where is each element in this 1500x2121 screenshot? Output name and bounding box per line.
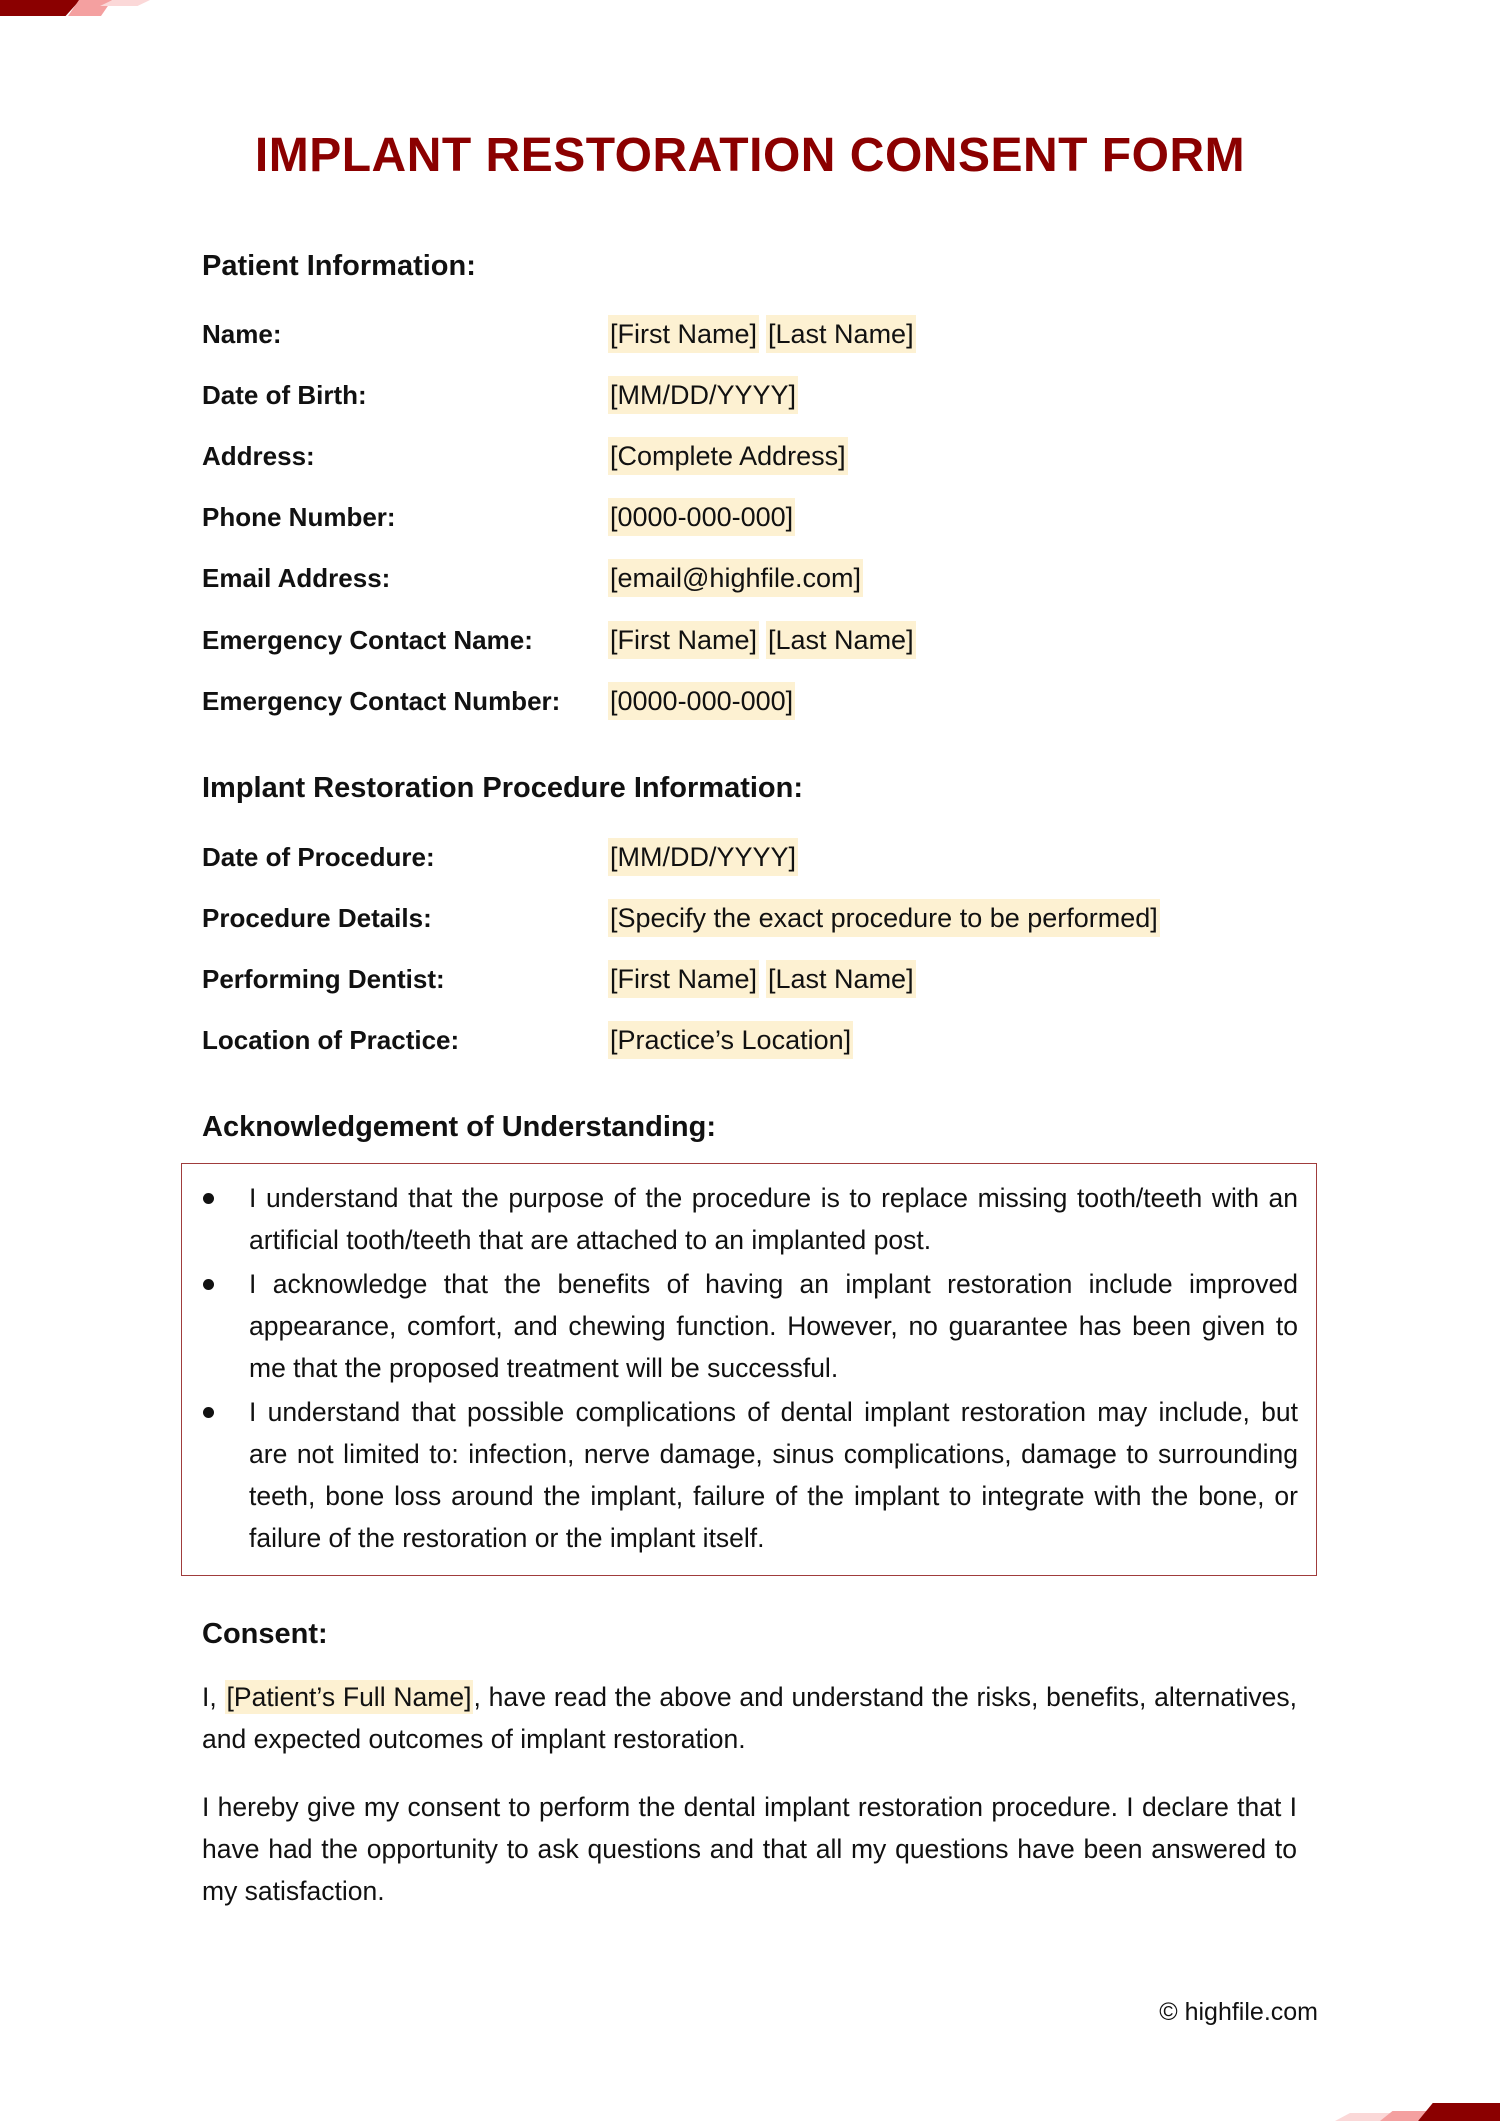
email-address-row — [202, 558, 863, 598]
field-label: Emergency Contact Name: — [202, 624, 533, 655]
dentist-last-name-field[interactable]: [Last Name] — [766, 960, 916, 998]
acknowledgement-list — [203, 1177, 1298, 1561]
patient-full-name-field[interactable]: [Patient’s Full Name] — [226, 1682, 472, 1712]
field-label: Name: — [202, 318, 282, 349]
performing-dentist-row — [202, 959, 916, 999]
emergency-contact-number-field[interactable]: [0000-000-000] — [608, 682, 795, 720]
acknowledgement-box — [181, 1163, 1317, 1576]
emergency-last-name-field[interactable]: [Last Name] — [766, 621, 916, 659]
bullet-icon — [203, 1407, 214, 1418]
field-label: Date of Procedure: — [202, 841, 435, 872]
field-label: Location of Practice: — [202, 1024, 460, 1055]
first-name-field[interactable]: [First Name] — [608, 315, 759, 353]
consent-suffix: , have read the above and understand the risks, benefits, alternatives, and expected outcomes of implant restoration. — [202, 1682, 1298, 1754]
date-of-birth-row — [202, 375, 798, 415]
date-of-birth-field[interactable]: [MM/DD/YYYY] — [608, 376, 798, 414]
acknowledgement-heading: Acknowledgement of Understanding: — [202, 1111, 716, 1143]
list-item — [203, 1263, 1298, 1389]
list-item — [203, 1391, 1298, 1559]
consent-heading: Consent: — [202, 1618, 328, 1650]
date-of-procedure-field[interactable]: [MM/DD/YYYY] — [608, 838, 798, 876]
emergency-first-name-field[interactable]: [First Name] — [608, 621, 759, 659]
address-field[interactable]: [Complete Address] — [608, 437, 848, 475]
field-label: Emergency Contact Number: — [202, 685, 561, 716]
procedure-details-row — [202, 898, 1160, 938]
consent-prefix: I, — [202, 1682, 225, 1712]
emergency-contact-number-row — [202, 681, 795, 721]
field-label: Date of Birth: — [202, 379, 367, 410]
address-row — [202, 436, 848, 476]
field-label: Procedure Details: — [202, 902, 432, 933]
email-address-field[interactable]: [email@highfile.com] — [608, 559, 863, 597]
location-of-practice-row — [202, 1020, 853, 1060]
date-of-procedure-row — [202, 837, 798, 877]
emergency-contact-name-row — [202, 620, 916, 660]
bullet-icon — [203, 1193, 214, 1204]
corner-decoration-top-left — [0, 0, 80, 16]
field-label: Phone Number: — [202, 501, 396, 532]
list-item — [203, 1177, 1298, 1261]
consent-paragraph-2: I hereby give my consent to perform the dental implant restoration procedure. I declare that I have had the opportunity to ask questions and that all my questions have been answered to my satisfaction. — [202, 1792, 1297, 1906]
procedure-details-field[interactable]: [Specify the exact procedure to be performed] — [608, 899, 1160, 937]
last-name-field[interactable]: [Last Name] — [766, 315, 916, 353]
dentist-first-name-field[interactable]: [First Name] — [608, 960, 759, 998]
phone-number-row — [202, 497, 795, 537]
patient-name-row — [202, 314, 916, 354]
field-label: Performing Dentist: — [202, 963, 445, 994]
page-title: IMPLANT RESTORATION CONSENT FORM — [254, 129, 1246, 182]
copyright-footer: © highfile.com — [1159, 1998, 1318, 2026]
procedure-information-heading: Implant Restoration Procedure Information: — [202, 772, 803, 804]
consent-paragraph-1 — [202, 1676, 1297, 1760]
patient-information-heading: Patient Information: — [202, 250, 476, 282]
acknowledgement-text: I acknowledge that the benefits of having an implant restoration include improved appearance, comfort, and chewing function. However, no guarantee has been given to me that the proposed treatment will be successful. — [249, 1269, 1298, 1383]
acknowledgement-text: I understand that the purpose of the procedure is to replace missing tooth/teeth with an artificial tooth/teeth that are attached to an implanted post. — [249, 1183, 1298, 1255]
bullet-icon — [203, 1279, 214, 1290]
corner-decoration-bottom-right — [1418, 2103, 1500, 2121]
field-label: Email Address: — [202, 562, 391, 593]
phone-number-field[interactable]: [0000-000-000] — [608, 498, 795, 536]
acknowledgement-text: I understand that possible complications of dental implant restoration may include, but are not limited to: infection, nerve damage, sinus complications, damage to surrounding teeth, bone loss around the implant, failure of the implant to integrate with the bone, or failure of the restoration or the implant itself. — [249, 1397, 1298, 1553]
field-label: Address: — [202, 440, 315, 471]
practice-location-field[interactable]: [Practice’s Location] — [608, 1021, 853, 1059]
